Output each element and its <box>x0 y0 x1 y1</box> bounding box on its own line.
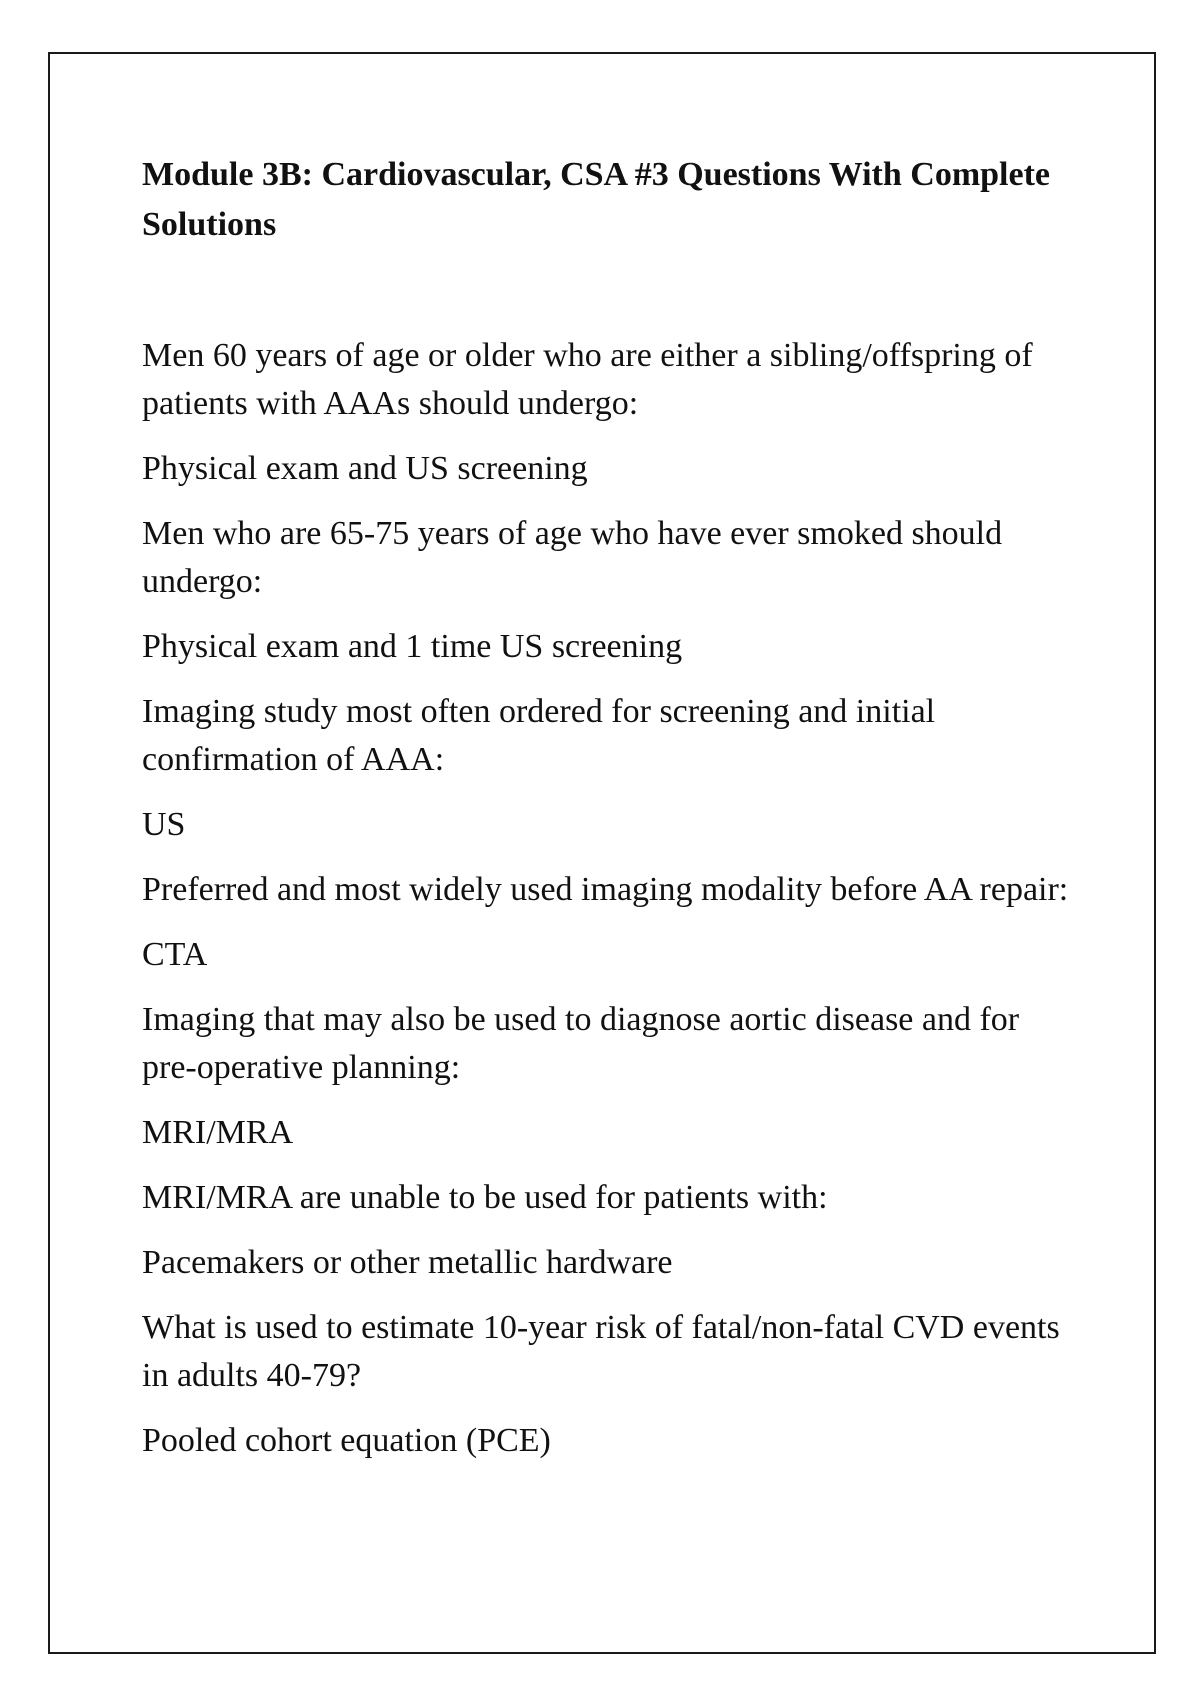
answer-text: CTA <box>142 936 208 973</box>
document-body <box>142 150 1082 1482</box>
answer-text: Pooled cohort equation (PCE) <box>142 1422 551 1459</box>
answer-text: Physical exam and US screening <box>142 450 588 487</box>
qa-list <box>142 332 1082 1465</box>
answer-text: MRI/MRA <box>142 1114 294 1151</box>
question-text: Preferred and most widely used imaging modality before AA repair: <box>142 871 1069 908</box>
question-text: Men who are 65-75 years of age who have ever smoked should undergo: <box>142 515 1003 600</box>
question-text: Imaging study most often ordered for screening and initial confirmation of AAA: <box>142 693 936 778</box>
answer-text: Pacemakers or other metallic hardware <box>142 1244 673 1281</box>
question-text: MRI/MRA are unable to be used for patients with: <box>142 1179 828 1216</box>
document-title: Module 3B: Cardiovascular, CSA #3 Questions With Complete Solutions <box>142 156 1051 243</box>
question-text: Men 60 years of age or older who are either a sibling/offspring of patients with AAAs should undergo: <box>142 337 1033 422</box>
question-text: What is used to estimate 10-year risk of fatal/non-fatal CVD events in adults 40-79? <box>142 1309 1060 1394</box>
question-text: Imaging that may also be used to diagnose aortic disease and for pre-operative planning: <box>142 1001 1020 1086</box>
answer-text: Physical exam and 1 time US screening <box>142 628 683 665</box>
answer-text: US <box>142 806 186 843</box>
